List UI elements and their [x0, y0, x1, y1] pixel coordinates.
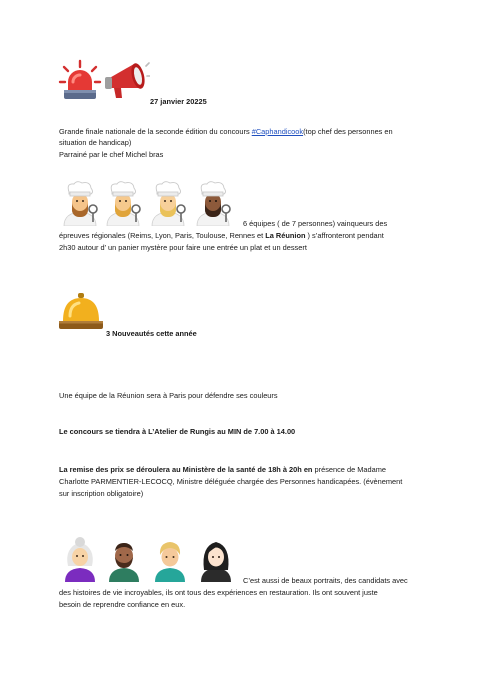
reunion-paragraph: Une équipe de la Réunion sera à Paris pour défendre ses couleurs — [59, 391, 278, 400]
ceremony-text: présence de Madame — [312, 465, 386, 474]
portraits-line-3: besoin de reprendre confiance en eux. — [59, 600, 186, 609]
cook-woman-icon — [148, 180, 188, 226]
intro-line-3: Parrainé par le chef Michel bras — [59, 150, 164, 159]
megaphone-icon — [102, 58, 150, 102]
ceremony-bold-text: La remise des prix se déroulera au Ministère de la santé de 18h à 20h en — [59, 465, 313, 474]
woman-icon — [196, 536, 236, 582]
portraits-line-2: des histoires de vie incroyables, ils ont tous des expériences en restauration. Ils ont souvent juste — [59, 588, 378, 597]
police-light-icon — [58, 58, 102, 102]
cook-woman-icon — [60, 180, 100, 226]
hashtag-link[interactable]: #Caphandicook — [251, 127, 304, 136]
teams-line-2 — [59, 230, 384, 241]
cook-woman-dark-icon — [193, 180, 233, 226]
reunion-highlight: La Réunion — [265, 231, 306, 240]
ceremony-line-2: Charlotte PARMENTIER-LECOCQ, Ministre déléguée chargée des Personnes handicapées. (évènement — [59, 477, 403, 486]
cook-woman-icon — [103, 180, 143, 226]
portraits-line-1: C’est aussi de beaux portraits, des candidats avec — [243, 576, 408, 585]
ceremony-line-1 — [59, 464, 386, 475]
bearded-man-icon — [104, 536, 144, 582]
intro-line-1 — [59, 126, 393, 137]
elderly-woman-icon — [60, 536, 100, 582]
ceremony-line-3: sur inscription obligatoire) — [59, 489, 144, 498]
blond-person-icon — [150, 536, 190, 582]
document-date: 27 janvier 20225 — [150, 97, 207, 106]
teams-text: épreuves régionales (Reims, Lyon, Paris, Toulouse, Rennes et — [59, 231, 266, 240]
teams-line-3: 2h30 autour d’ un panier mystère pour faire une entrée un plat et un dessert — [59, 243, 307, 252]
teams-text-suffix: ) s’affronteront pendant — [305, 231, 384, 240]
news-heading: 3 Nouveautés cette année — [106, 329, 197, 338]
venue-paragraph: Le concours se tiendra à L’Atelier de Rungis au MIN de 7.00 à 14.00 — [59, 427, 296, 436]
intro-text: Grande finale nationale de la seconde édition du concours — [59, 127, 252, 136]
teams-line-1: 6 équipes ( de 7 personnes) vainqueurs des — [243, 219, 388, 228]
intro-text-suffix: (top chef des personnes en — [303, 127, 393, 136]
intro-line-2: situation de handicap) — [59, 138, 132, 147]
service-bell-icon — [58, 291, 104, 333]
